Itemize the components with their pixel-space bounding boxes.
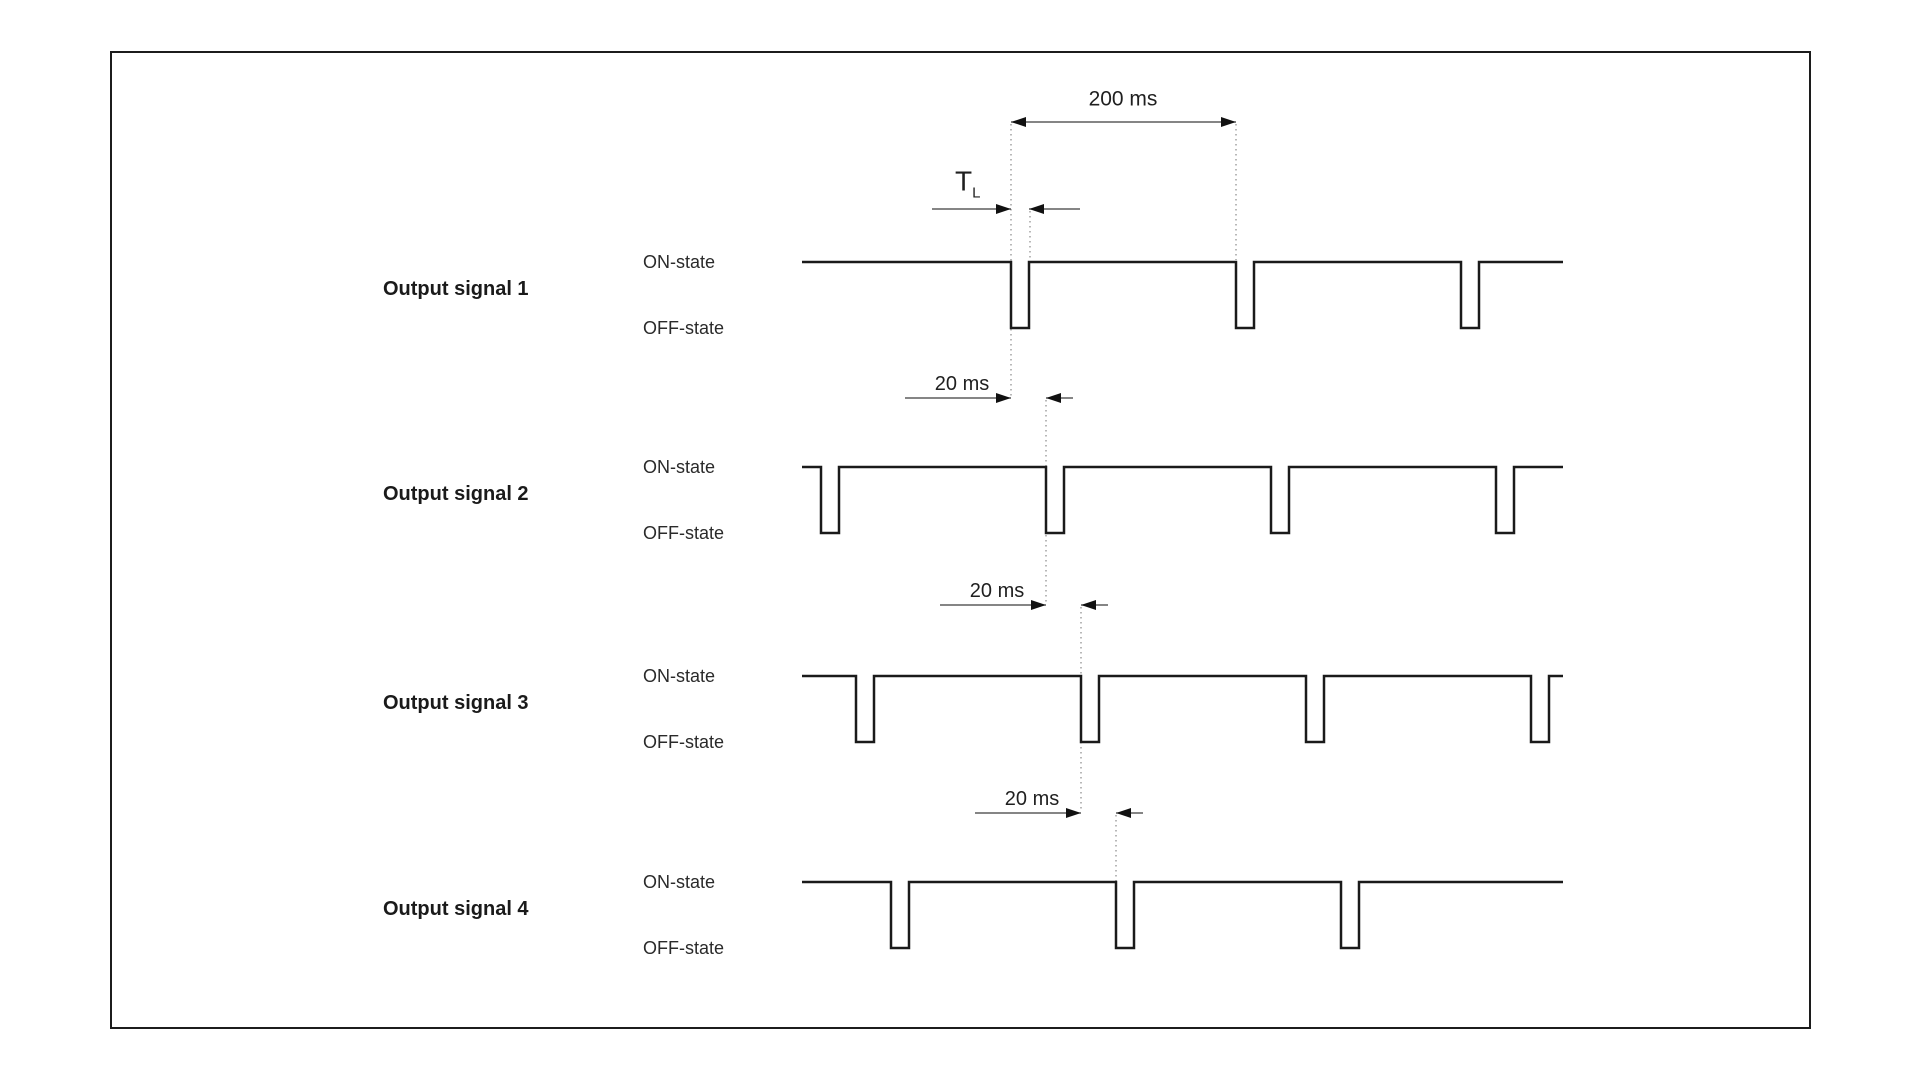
- period-arrow-left: [1011, 117, 1026, 127]
- pulse-width-arrow-right: [1029, 204, 1044, 214]
- offset-1-arrow-right: [1046, 393, 1061, 403]
- signal-1-on-label: ON-state: [643, 252, 716, 272]
- pulse-width-arrow-left: [996, 204, 1011, 214]
- signal-4-off-label: OFF-state: [643, 938, 725, 958]
- signal-3-name: Output signal 3: [383, 692, 529, 714]
- signal-1-name: Output signal 1: [383, 278, 529, 300]
- offset-2-arrow-left: [1031, 600, 1046, 610]
- signal-2-waveform: [802, 467, 1563, 533]
- pulse-width-label: [955, 165, 981, 202]
- pulse-width-subscript: L: [972, 184, 981, 202]
- signal-2-off-label: OFF-state: [643, 523, 725, 543]
- signal-2-on-label: ON-state: [643, 457, 716, 477]
- period-arrow-right: [1221, 117, 1236, 127]
- offset-2-arrow-right: [1081, 600, 1096, 610]
- pulse-width-symbol: T: [955, 165, 973, 197]
- signal-4-waveform: [802, 882, 1563, 948]
- offset-3-arrow-left: [1066, 808, 1081, 818]
- signal-3-on-label: ON-state: [643, 666, 716, 686]
- signal-1-off-label: OFF-state: [643, 318, 725, 338]
- signal-4-on-label: ON-state: [643, 872, 716, 892]
- offset-1-dimension-label: 20 ms: [934, 373, 990, 395]
- signal-4-name: Output signal 4: [383, 898, 529, 920]
- offset-3-dimension-label: 20 ms: [1004, 788, 1060, 810]
- signal-3-off-label: OFF-state: [643, 732, 725, 752]
- period-dimension-label: 200 ms: [1088, 87, 1158, 111]
- signal-2-name: Output signal 2: [383, 483, 529, 505]
- signal-3-waveform: [802, 676, 1563, 742]
- offset-3-arrow-right: [1116, 808, 1131, 818]
- signal-1-waveform: [802, 262, 1563, 328]
- offset-2-dimension-label: 20 ms: [969, 580, 1025, 602]
- offset-1-arrow-left: [996, 393, 1011, 403]
